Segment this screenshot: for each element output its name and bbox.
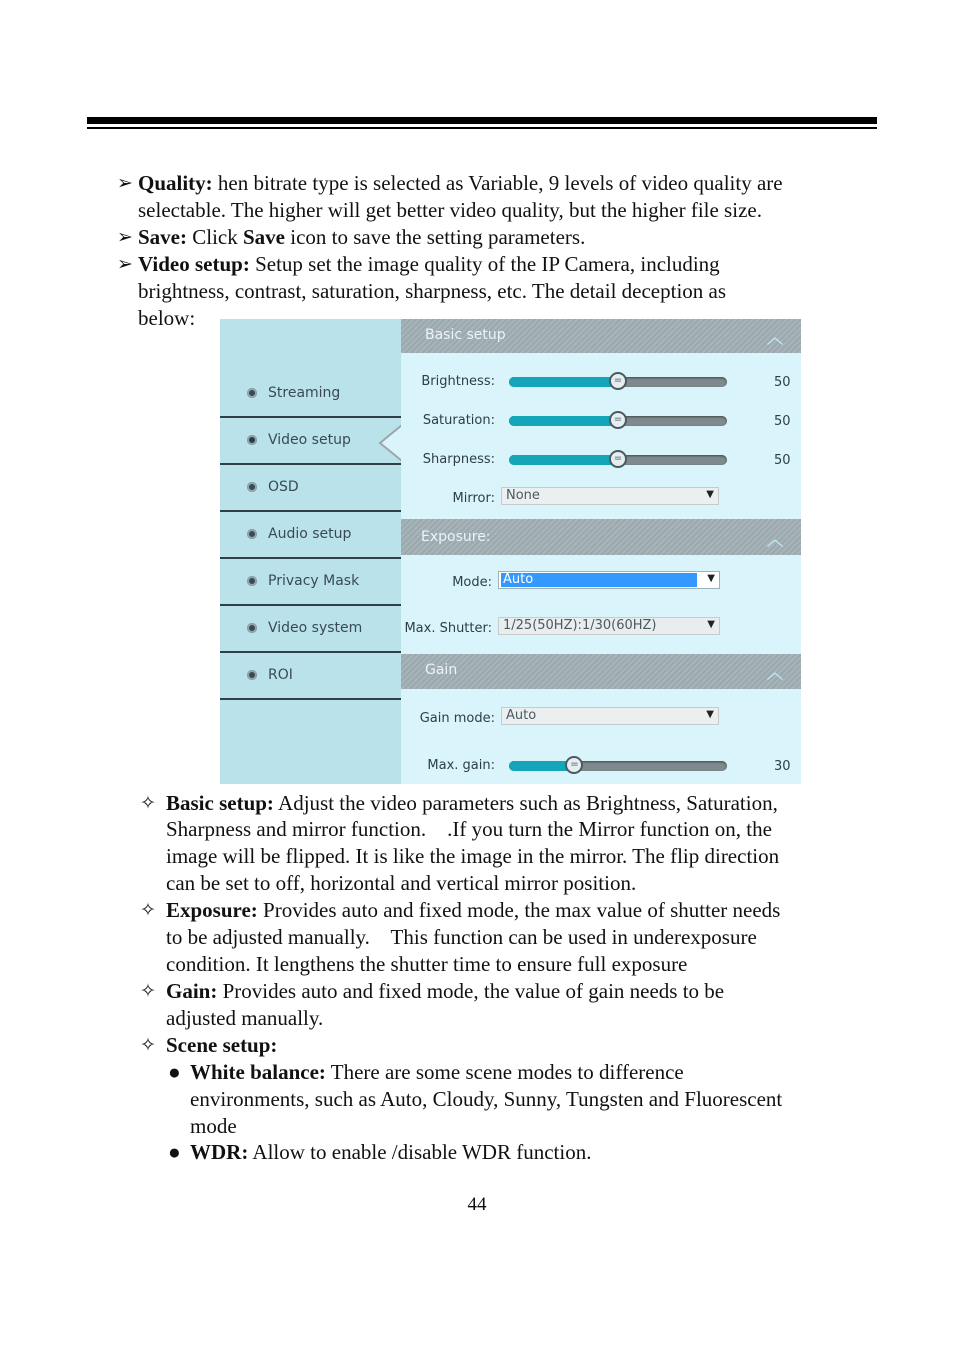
wb-line2: environments, such as Auto, Cloudy, Sunny, Tungsten and Fluorescent	[190, 1087, 783, 1111]
section-header-exposure[interactable]	[401, 519, 801, 555]
select-value: None	[506, 488, 540, 503]
basic-line1: Basic setup: Adjust the video parameters such as Brightness, Saturation,	[166, 791, 778, 815]
mirror-select[interactable]	[501, 487, 719, 505]
sharpness-value: 50	[774, 453, 791, 468]
max-shutter-select[interactable]	[498, 617, 720, 635]
nav-item-streaming[interactable]	[220, 371, 401, 418]
nav-item-label: Audio setup	[268, 526, 352, 542]
wdr-line: WDR: Allow to enable /disable WDR function.	[190, 1140, 592, 1164]
scene-line: Scene setup:	[166, 1033, 278, 1057]
basic-line4: can be set to off, horizontal and vertical mirror position.	[166, 871, 637, 895]
section-header-basic[interactable]	[401, 319, 801, 353]
video-setup-line3: below:	[138, 306, 196, 330]
select-value: 1/25(50HZ):1/30(60HZ)	[503, 618, 657, 633]
radio-dot-icon	[247, 623, 257, 633]
video-setup-screenshot	[220, 319, 801, 784]
max-shutter-label: Max. Shutter:	[404, 621, 492, 636]
settings-nav	[220, 319, 401, 784]
video-setup-line2: brightness, contrast, saturation, sharpness, etc. The detail deception as	[138, 279, 727, 303]
slider-handle-icon[interactable]: =	[609, 450, 627, 468]
select-value: Auto	[503, 572, 534, 587]
exposure-line2: to be adjusted manually. This function can be used in underexposure	[166, 925, 757, 949]
nav-item-roi[interactable]	[220, 653, 401, 700]
gain-mode-select[interactable]	[501, 707, 719, 725]
slider-handle-icon[interactable]: =	[565, 756, 583, 774]
arrow-bullet-icon: ➢	[117, 227, 133, 248]
filled-circle-icon: ●	[168, 1140, 181, 1164]
active-pointer-icon	[370, 423, 402, 463]
arrow-bullet-icon: ➢	[117, 254, 133, 275]
video-setup-line1: Video setup: Setup set the image quality of the IP Camera, including	[138, 252, 720, 276]
page-number: 44	[467, 1194, 487, 1215]
exposure-mode-label: Mode:	[452, 575, 492, 590]
max-gain-value: 30	[774, 759, 791, 774]
exposure-line1: Exposure: Provides auto and fixed mode, the max value of shutter needs	[166, 898, 781, 922]
max-gain-slider[interactable]	[509, 761, 727, 771]
diamond-star-icon: ✧	[140, 900, 156, 921]
dropdown-arrow-icon: ▼	[707, 619, 715, 630]
header-rule	[87, 117, 877, 124]
dropdown-arrow-icon: ▼	[706, 489, 714, 500]
gain-line1: Gain: Provides auto and fixed mode, the value of gain needs to be	[166, 979, 725, 1003]
radio-dot-icon	[247, 482, 257, 492]
saturation-slider[interactable]	[509, 416, 727, 426]
basic-line3: image will be flipped. It is like the image in the mirror. The flip direction	[166, 844, 780, 868]
section-title: Exposure:	[421, 529, 491, 545]
header-rule-thin	[87, 127, 877, 129]
nav-item-label: ROI	[268, 667, 293, 683]
sharpness-slider[interactable]	[509, 455, 727, 465]
nav-item-privacy-mask[interactable]	[220, 559, 401, 606]
brightness-value: 50	[774, 375, 791, 390]
basic-line2: Sharpness and mirror function. .If you turn the Mirror function on, the	[166, 817, 772, 841]
brightness-slider[interactable]	[509, 377, 727, 387]
save-line: Save: Click Save icon to save the setting parameters.	[138, 225, 586, 249]
radio-dot-icon	[247, 529, 257, 539]
nav-item-audio-setup[interactable]	[220, 512, 401, 559]
radio-dot-icon	[247, 576, 257, 586]
wb-line3: mode	[190, 1114, 237, 1138]
radio-dot-icon	[247, 670, 257, 680]
nav-item-label: Video setup	[268, 432, 351, 448]
nav-item-label: OSD	[268, 479, 299, 495]
radio-dot-icon	[247, 435, 257, 445]
arrow-bullet-icon: ➢	[117, 173, 133, 194]
saturation-value: 50	[774, 414, 791, 429]
slider-handle-icon[interactable]: =	[609, 411, 627, 429]
dropdown-arrow-icon: ▼	[707, 573, 715, 584]
diamond-star-icon: ✧	[140, 981, 156, 1002]
nav-item-label: Video system	[268, 620, 363, 636]
diamond-star-icon: ✧	[140, 793, 156, 814]
quality-line1: Quality: hen bitrate type is selected as Variable, 9 levels of video quality are	[138, 171, 783, 195]
section-title: Basic setup	[425, 327, 506, 343]
collapse-chevron-icon: ︿	[766, 530, 783, 549]
settings-panel	[401, 319, 801, 784]
nav-item-osd[interactable]	[220, 465, 401, 512]
nav-item-label: Streaming	[268, 385, 341, 401]
collapse-chevron-icon: ︿	[766, 328, 783, 347]
diamond-star-icon: ✧	[140, 1035, 156, 1056]
filled-circle-icon: ●	[168, 1060, 181, 1084]
quality-line2: selectable. The higher will get better video quality, but the higher file size.	[138, 198, 762, 222]
brightness-label: Brightness:	[421, 374, 495, 389]
radio-dot-icon	[247, 388, 257, 398]
gain-mode-label: Gain mode:	[419, 711, 495, 726]
wb-line1: White balance: There are some scene modes to difference	[190, 1060, 684, 1084]
max-gain-label: Max. gain:	[427, 758, 495, 773]
gain-line2: adjusted manually.	[166, 1006, 324, 1030]
section-header-gain[interactable]	[401, 654, 801, 689]
select-value: Auto	[506, 708, 537, 723]
dropdown-arrow-icon: ▼	[706, 709, 714, 720]
section-title: Gain	[425, 662, 458, 678]
sharpness-label: Sharpness:	[422, 452, 495, 467]
exposure-mode-select[interactable]	[498, 571, 720, 589]
collapse-chevron-icon: ︿	[766, 663, 783, 682]
nav-item-label: Privacy Mask	[268, 573, 360, 589]
nav-item-video-system[interactable]	[220, 606, 401, 653]
slider-handle-icon[interactable]: =	[609, 372, 627, 390]
exposure-line3: condition. It lengthens the shutter time to ensure full exposure	[166, 952, 688, 976]
saturation-label: Saturation:	[422, 413, 495, 428]
mirror-label: Mirror:	[452, 491, 495, 506]
